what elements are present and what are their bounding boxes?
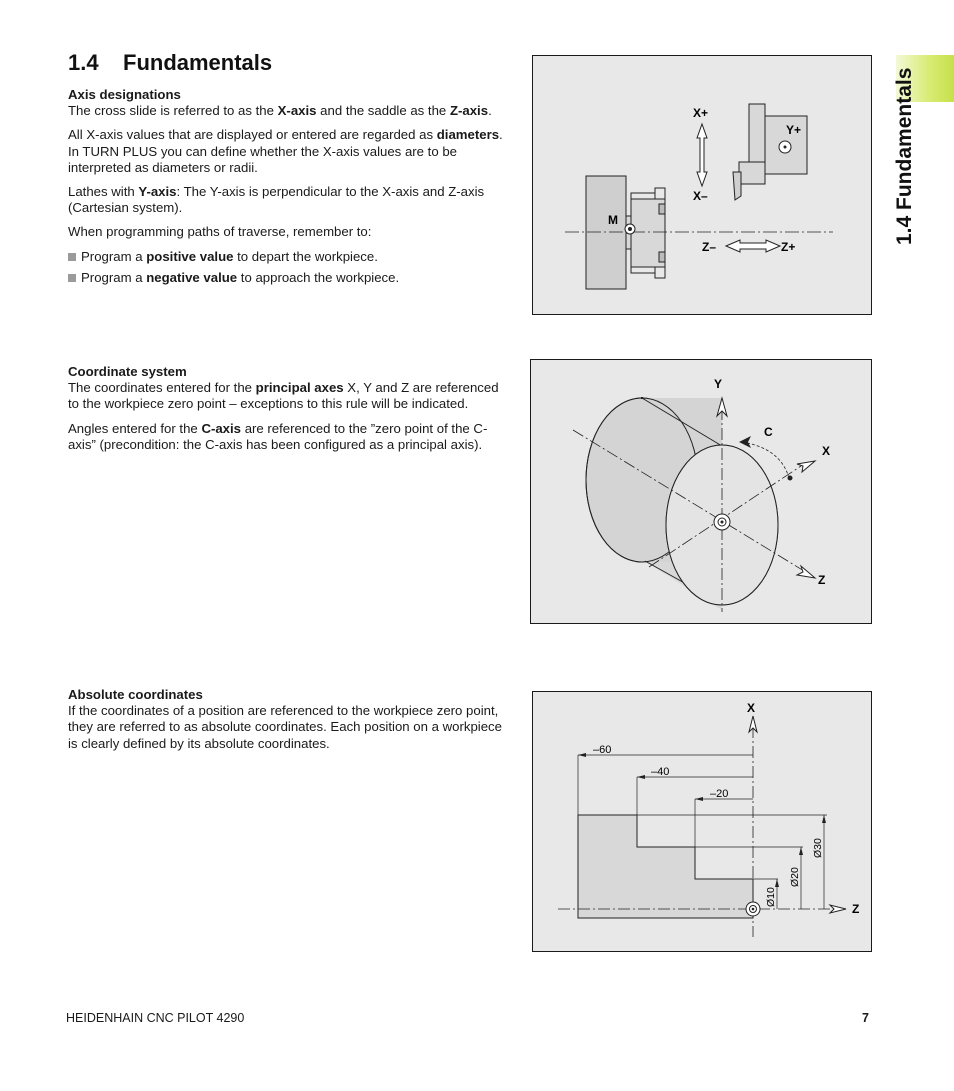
- label-z-plus: Z+: [781, 240, 796, 254]
- list-item: Program a positive value to depart the workpiece.: [68, 249, 510, 265]
- paragraph: Lathes with Y-axis: The Y-axis is perpendicular to the X-axis and Z-axis (Cartesian system).: [68, 184, 485, 216]
- side-chapter-label: [893, 55, 933, 245]
- paragraph: If the coordinates of a position are referenced to the workpiece zero point, they are referred to as absolute coordinates. Each position on a workpiece is clearly defined by its absolute coordinates.: [68, 703, 502, 751]
- paragraph: The coordinates entered for the principal axes X, Y and Z are referenced to the workpiece zero point – exceptions to this rule will be indicated.: [68, 380, 499, 412]
- figure-coordinate-system: [530, 359, 872, 624]
- figure-axis-designations: [532, 55, 872, 315]
- heading-coordinate-system: Coordinate system: [68, 364, 187, 379]
- dim-diameter-20: Ø20: [789, 867, 801, 887]
- dim-diameter-30: Ø30: [812, 838, 824, 858]
- section-title: Fundamentals: [123, 50, 273, 75]
- heading-axis-designations: Axis designations: [68, 87, 181, 102]
- label-y: Y: [714, 377, 723, 391]
- paragraph: When programming paths of traverse, remember to:: [68, 224, 372, 240]
- label-x-minus: X–: [693, 189, 708, 203]
- heading-absolute-coordinates: Absolute coordinates: [68, 687, 203, 702]
- label-x-plus: X+: [693, 106, 709, 120]
- dim-minus-20: –20: [710, 788, 729, 800]
- page-number: 7: [862, 1011, 869, 1025]
- section-axis-designations: [68, 87, 510, 291]
- bullet-square-icon: [68, 253, 76, 261]
- label-m: M: [608, 213, 618, 227]
- dim-minus-60: –60: [593, 744, 612, 756]
- label-x: X: [822, 444, 831, 458]
- section-absolute-coordinates: [68, 687, 510, 760]
- section-number: 1.4: [68, 50, 99, 75]
- label-z: Z: [852, 902, 860, 916]
- label-z-minus: Z–: [702, 240, 717, 254]
- label-x: X: [747, 701, 756, 715]
- label-c: C: [764, 425, 773, 439]
- paragraph: All X-axis values that are displayed or entered are regarded as diameters. In TURN PLUS you can define whether the X-axis values are to be interpreted as diameters or radii.: [68, 127, 503, 175]
- dim-minus-40: –40: [651, 766, 670, 778]
- page-title: [68, 50, 272, 76]
- footer-product: HEIDENHAIN CNC PILOT 4290: [66, 1011, 245, 1025]
- section-coordinate-system: [68, 364, 510, 461]
- label-z: Z: [818, 573, 826, 587]
- bullet-square-icon: [68, 274, 76, 282]
- label-y-plus: Y+: [786, 123, 802, 137]
- dim-diameter-10: Ø10: [765, 887, 777, 907]
- list-item: Program a negative value to approach the workpiece.: [68, 270, 510, 286]
- paragraph: The cross slide is referred to as the X-axis and the saddle as the Z-axis.: [68, 103, 492, 119]
- figure-absolute-coordinates: [532, 691, 872, 952]
- side-chapter-label-text: 1.4 Fundamentals: [893, 67, 916, 245]
- paragraph: Angles entered for the C-axis are referenced to the ”zero point of the C-axis” (precondition: the C-axis has been configured as a principal axis).: [68, 420, 488, 452]
